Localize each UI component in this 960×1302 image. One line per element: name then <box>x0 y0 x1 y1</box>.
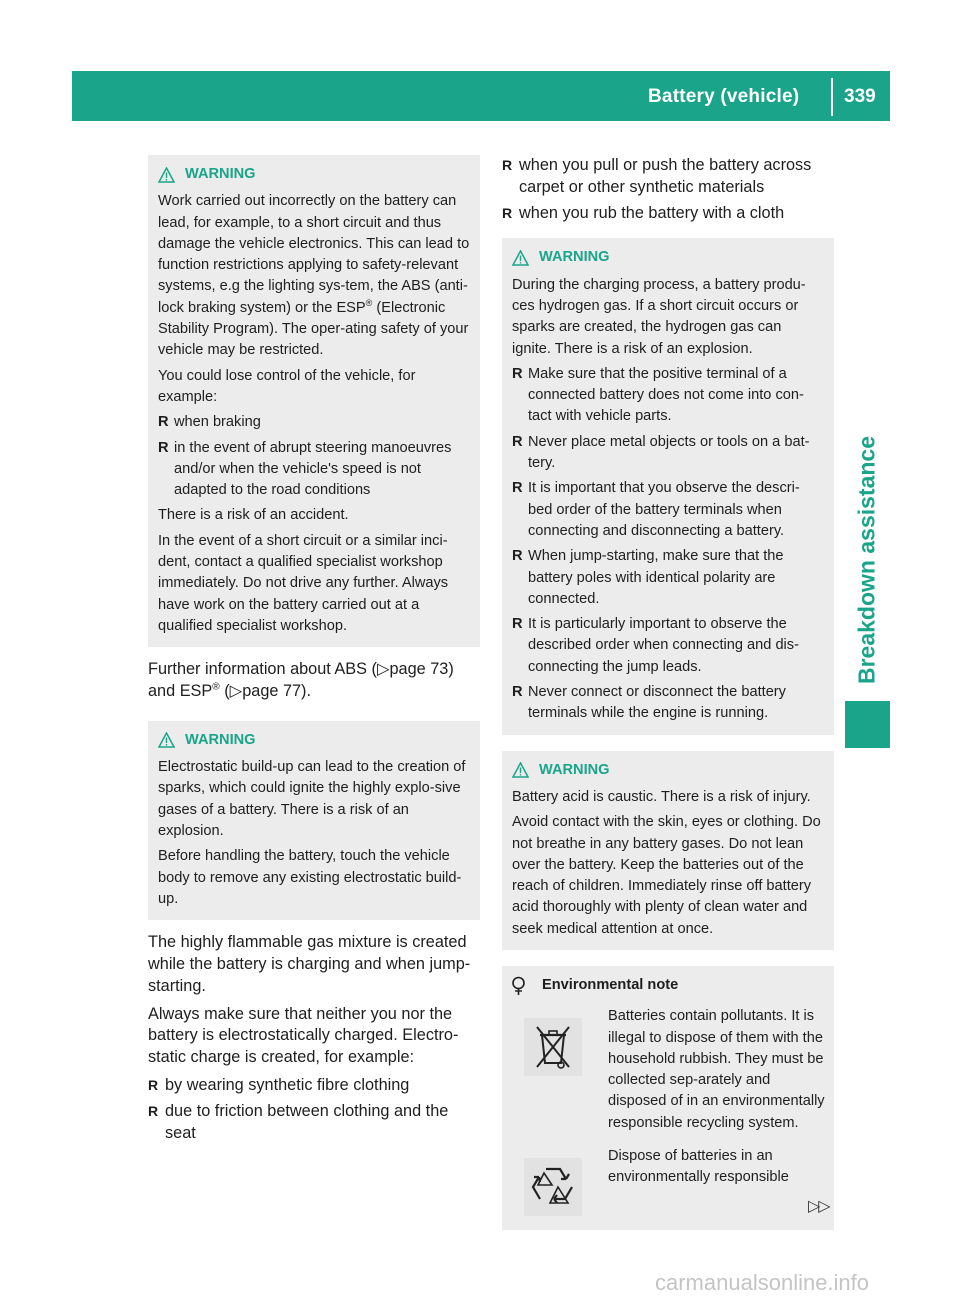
warning-box-incorrect-work <box>148 155 480 647</box>
warning-paragraph: Electrostatic build-up can lead to the creation of sparks, which could ignite the highly explo-sive gases of a battery. There is a risk of an explosion. <box>158 759 466 840</box>
environmental-note-heading <box>510 975 826 996</box>
warning-paragraph: During the charging process, a battery produ-ces hydrogen gas. If a short circuit occurs or sparks are created, the hydrogen gas can ignite. There is a risk of an explosion. <box>512 276 806 357</box>
body-paragraph: The highly flammable gas mixture is created while the battery is charging and when jump-starting. <box>148 933 471 995</box>
list-item: R Make sure that the positive terminal of a connected battery does not come into con-tact with vehicle parts. <box>512 364 824 428</box>
warning-box-battery-acid <box>502 751 834 950</box>
warning-heading <box>158 730 470 751</box>
body-paragraph: Always make sure that neither you nor the battery is electrostatically charged. Electro-static charge is created, for example: <box>148 1004 459 1067</box>
page-ref-link-abs[interactable]: page 73) <box>389 660 454 679</box>
page-ref-arrow-icon: ▷ <box>376 660 390 679</box>
environmental-note-row <box>510 1146 826 1216</box>
warning-triangle-icon <box>512 762 529 778</box>
warning-paragraph <box>158 191 470 361</box>
warning-triangle-icon <box>512 250 529 266</box>
list-item-text: by wearing synthetic fibre clothing <box>165 1075 410 1094</box>
warning-heading-text: WARNING <box>185 731 256 748</box>
warning-box-electrostatic <box>148 721 480 920</box>
list-item: R Never place metal objects or tools on a bat-tery. <box>512 432 824 475</box>
environmental-note-text: Dispose of batteries in an environmentally responsible <box>608 1148 789 1186</box>
crossed-bin-icon <box>524 1018 582 1076</box>
header-divider <box>831 78 833 116</box>
list-item: R due to friction between clothing and the seat <box>148 1101 480 1145</box>
warning-paragraph: Battery acid is caustic. There is a risk of injury. <box>512 788 811 805</box>
list-item-text: when you rub the battery with a cloth <box>519 203 785 222</box>
list-item-text: Never place metal objects or tools on a bat-tery. <box>528 433 810 472</box>
list-item: R by wearing synthetic fibre clothing <box>148 1075 480 1097</box>
left-column <box>148 155 480 1148</box>
warning-triangle-icon <box>158 732 175 748</box>
warning-heading-text: WARNING <box>539 761 610 778</box>
list-item-text: When jump-starting, make sure that the battery poles with identical polarity are connected. <box>528 548 784 607</box>
watermark: carmanualsonline.info <box>655 1270 870 1295</box>
list-item-text: due to friction between clothing and the seat <box>165 1101 449 1142</box>
list-item: R in the event of abrupt steering manoeuvres and/or when the vehicle's speed is not adapted to the road conditions <box>158 438 470 502</box>
list-item-text: It is important that you observe the descri-bed order of the battery terminals when connecting and disconnecting a battery. <box>528 480 800 539</box>
warning-triangle-icon <box>158 167 175 183</box>
recycle-icon <box>524 1158 582 1216</box>
warning-heading-text: WARNING <box>185 166 256 182</box>
lightbulb-icon <box>510 976 527 996</box>
registered-mark: ® <box>365 297 373 308</box>
list-item: R when braking <box>158 412 470 433</box>
page-ref-arrow-icon: ▷ <box>229 682 243 701</box>
page-number: 339 <box>844 86 876 107</box>
side-tab-marker <box>845 701 890 748</box>
list-item: R It is important that you observe the descri-bed order of the battery terminals when connecting and disconnecting a battery. <box>512 478 824 542</box>
warning-text-tail: (Electronic Stability Program). The oper-ating safety of your vehicle may be restricted. <box>158 299 469 359</box>
list-item: R Never connect or disconnect the battery terminals while the engine is running. <box>512 682 824 725</box>
page-ref-link-esp[interactable]: page 77). <box>242 682 312 701</box>
warning-box-hydrogen <box>502 238 834 734</box>
warning-text: Work carried out incorrectly on the battery can lead, for example, to a short circuit and thus damage the vehicle electronics. This can lead to function restrictions applying to safety-relevant systems, e.g the lighting sys-tem, the ABS (anti-lock braking system) or the <box>158 193 470 316</box>
environmental-note-text: Batteries contain pollutants. It is illegal to dispose of them with the household rubbish. They must be collected sep-arately and disposed of in an environmentally responsible recycling system. <box>608 1008 825 1131</box>
warning-heading <box>512 760 824 781</box>
list-item-text: It is particularly important to observe the described order when connecting and dis-connecting the jump leads. <box>528 616 799 675</box>
list-item: R when you rub the battery with a cloth <box>502 203 834 225</box>
side-tab-label[interactable]: Breakdown assistance <box>853 435 880 685</box>
warning-paragraph: Before handling the battery, touch the vehicle body to remove any existing electrostatic build-up. <box>158 848 462 907</box>
list-item-text: when braking <box>174 414 261 431</box>
warning-heading <box>512 247 824 268</box>
warning-heading <box>158 164 470 185</box>
list-item-text: in the event of abrupt steering manoeuvres and/or when the vehicle's speed is not adapted to the road conditions <box>174 439 452 499</box>
list-item: R when you pull or push the battery across carpet or other synthetic materials <box>502 155 834 199</box>
continue-arrow-icon: ▷▷ <box>808 1198 829 1215</box>
warning-paragraph: There is a risk of an accident. <box>158 507 349 524</box>
environmental-note-box <box>502 966 834 1230</box>
warning-paragraph: Avoid contact with the skin, eyes or clothing. Do not breathe in any battery gases. Do not lean over the battery. Keep the batteries out of the reach of children. Immediately rinse off battery acid thoroughly with plenty of clean water and seek medical attention at once. <box>512 814 821 937</box>
list-item: R When jump-starting, make sure that the battery poles with identical polarity are connected. <box>512 546 824 610</box>
list-item-text: Never connect or disconnect the battery terminals while the engine is running. <box>528 684 786 722</box>
list-item-text: Make sure that the positive terminal of a connected battery does not come into con-tact with vehicle parts. <box>528 365 804 425</box>
list-item: R It is particularly important to observe the described order when connecting and dis-connecting the jump leads. <box>512 614 824 678</box>
esp-text: ESP <box>336 299 366 316</box>
further-info-paragraph: Further information about ABS (▷page 73) and ESP® (▷page 77). <box>148 660 454 701</box>
environmental-note-row <box>510 1006 826 1134</box>
list-item-text: when you pull or push the battery across carpet or other synthetic materials <box>519 156 812 196</box>
warning-paragraph: You could lose control of the vehicle, for example: <box>158 367 416 405</box>
warning-heading-text: WARNING <box>539 249 610 266</box>
warning-paragraph: In the event of a short circuit or a similar inci-dent, contact a qualified specialist workshop immediately. Do not drive any further. Always have work on the battery carried out at a qualified specialist workshop. <box>158 532 449 634</box>
page-title: Battery (vehicle) <box>648 86 800 107</box>
right-column <box>502 155 834 1230</box>
environmental-note-title: Environmental note <box>542 977 679 993</box>
